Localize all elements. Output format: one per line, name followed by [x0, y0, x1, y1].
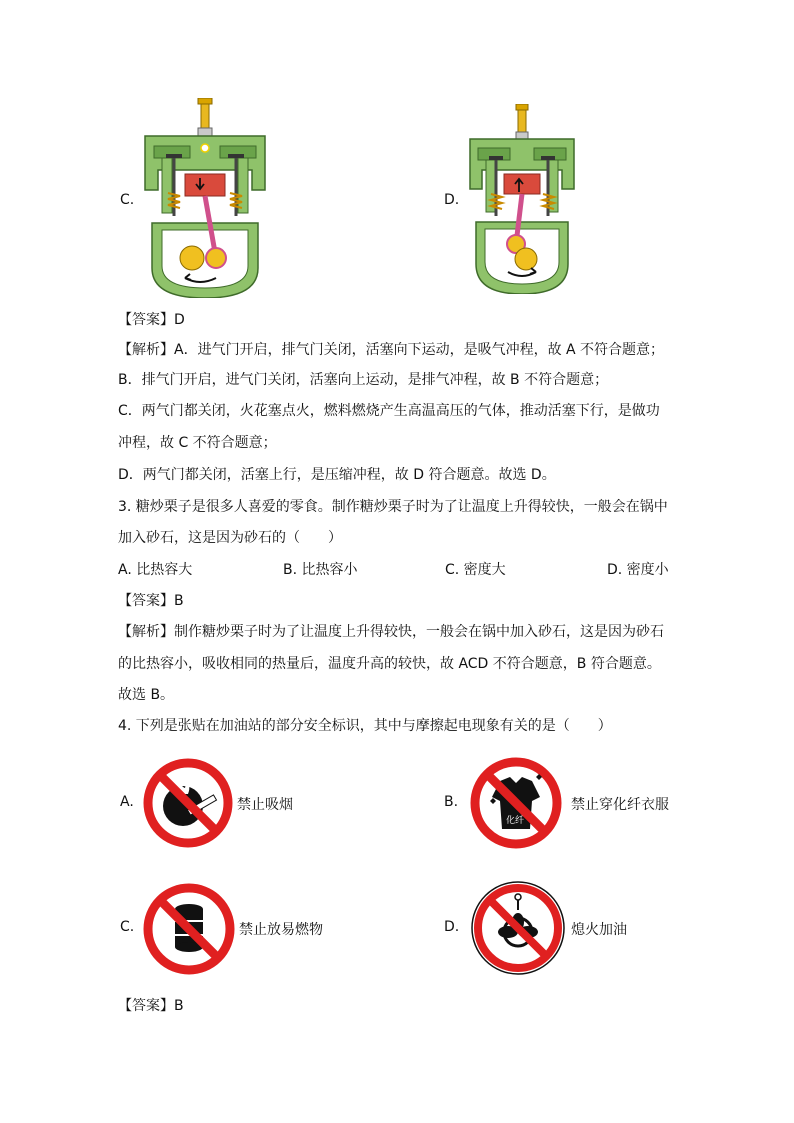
q4-option-a-label: A. — [120, 794, 134, 810]
q3-stem-line1: 3. 糖炒栗子是很多人喜爱的零食。制作糖炒栗子时为了让温度上升得较快，一般会在锅中 — [118, 499, 668, 515]
q3-option-b: B. 比热容小 — [283, 562, 358, 578]
figure-d-label: D. — [444, 192, 460, 208]
q4-option-d-label: D. — [444, 919, 460, 935]
q4-option-c-label: C. — [120, 919, 135, 935]
q4-option-c-text: 禁止放易燃物 — [239, 922, 323, 938]
q4-option-a-text: 禁止吸烟 — [237, 797, 293, 813]
q3-explain-line3: 故选 B。 — [118, 687, 175, 703]
q4-option-d-text: 熄火加油 — [571, 922, 627, 938]
q2-answer: 【答案】D — [118, 312, 185, 328]
no-flammables-sign-icon — [143, 883, 235, 975]
q2-explain-b: B．排气门开启，进气门关闭，活塞向上运动，是排气冲程，故 B 不符合题意； — [118, 372, 609, 388]
no-smoking-sign-icon — [143, 758, 233, 848]
q3-explain-line1: 【解析】制作糖炒栗子时为了让温度上升得较快，一般会在锅中加入砂石，这是因为砂石 — [118, 624, 664, 640]
q3-option-a: A. 比热容大 — [118, 562, 193, 578]
q2-explain-a: 【解析】A．进气门开启，排气门关闭，活塞向下运动，是吸气冲程，故 A 不符合题意； — [118, 342, 665, 358]
q3-stem-line2: 加入砂石，这是因为砂石的（ ） — [118, 530, 342, 546]
q2-explain-c-line2: 冲程，故 C 不符合题意； — [118, 435, 277, 451]
q4-answer: 【答案】B — [118, 998, 184, 1014]
engine-compression-stroke-figure — [466, 104, 578, 294]
q3-explain-line2: 的比热容小，吸收相同的热量后，温度升高的较快，故 ACD 不符合题意，B 符合题意。 — [118, 656, 661, 672]
figure-c-label: C. — [120, 192, 135, 208]
q4-option-b-label: B. — [444, 794, 459, 810]
q3-option-d: D. 密度小 — [607, 562, 669, 578]
q2-explain-d: D．两气门都关闭，活塞上行，是压缩冲程，故 D 符合题意。故选 D。 — [118, 467, 556, 483]
engine-power-stroke-figure — [140, 98, 270, 298]
q4-option-b-text: 禁止穿化纤衣服 — [571, 797, 669, 813]
q3-option-c: C. 密度大 — [445, 562, 506, 578]
engine-off-refuel-sign-icon — [470, 880, 566, 976]
q4-stem: 4. 下列是张贴在加油站的部分安全标识，其中与摩擦起电现象有关的是（ ） — [118, 718, 612, 734]
synthetic-fiber-sign-text: 化纤 — [506, 816, 525, 826]
no-synthetic-clothing-sign-icon — [470, 757, 562, 849]
q2-explain-c-line1: C．两气门都关闭，火花塞点火，燃料燃烧产生高温高压的气体，推动活塞下行，是做功 — [118, 403, 660, 419]
q3-answer: 【答案】B — [118, 593, 184, 609]
